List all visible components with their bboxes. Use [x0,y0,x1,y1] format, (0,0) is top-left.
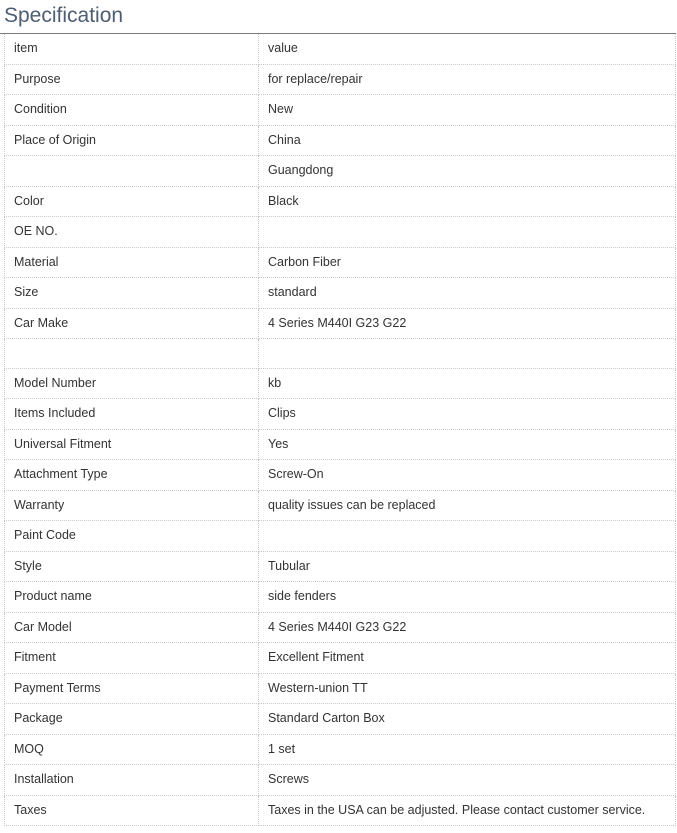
table-row [5,460,676,491]
table-row [5,368,676,399]
spec-key-cell: Model Number [5,368,259,399]
spec-key-cell: Payment Terms [5,673,259,704]
spec-key-cell: Purpose [5,64,259,95]
table-row [5,308,676,339]
spec-key-cell: Color [5,186,259,217]
spec-value-cell: 4 Series M440I G23 G22 [259,612,676,643]
spec-key-cell: Condition [5,95,259,126]
spec-key-cell: Attachment Type [5,460,259,491]
spec-value-cell: Excellent Fitment [259,643,676,674]
table-row [5,765,676,796]
table-row [5,704,676,735]
spec-key-cell: MOQ [5,734,259,765]
spec-value-cell: quality issues can be replaced [259,490,676,521]
table-row [5,156,676,187]
spec-value-cell [259,217,676,248]
table-row [5,399,676,430]
table-row [5,217,676,248]
spec-value-cell: Taxes in the USA can be adjusted. Please contact customer service. [259,795,676,826]
spec-value-cell: value [259,34,676,64]
table-row [5,34,676,64]
table-row [5,429,676,460]
spec-key-cell: Material [5,247,259,278]
spec-value-cell [259,339,676,369]
spec-key-cell: Taxes [5,795,259,826]
spec-key-cell [5,156,259,187]
spec-key-cell: OE NO. [5,217,259,248]
table-row [5,612,676,643]
specification-table-body [5,34,676,826]
spec-value-cell: Black [259,186,676,217]
table-row [5,643,676,674]
table-row [5,247,676,278]
spec-value-cell: Guangdong [259,156,676,187]
spec-key-cell: Paint Code [5,521,259,552]
spec-value-cell: Screws [259,765,676,796]
spec-value-cell: New [259,95,676,126]
spec-value-cell: Standard Carton Box [259,704,676,735]
spec-value-cell: Carbon Fiber [259,247,676,278]
spec-value-cell: Western-union TT [259,673,676,704]
spec-value-cell [259,521,676,552]
spec-key-cell: Car Model [5,612,259,643]
spec-value-cell: standard [259,278,676,309]
table-row [5,339,676,369]
spec-key-cell: Package [5,704,259,735]
table-row [5,278,676,309]
spec-key-cell: Universal Fitment [5,429,259,460]
spec-key-cell: Style [5,551,259,582]
spec-key-cell: item [5,34,259,64]
spec-value-cell: China [259,125,676,156]
table-row [5,795,676,826]
spec-key-cell: Car Make [5,308,259,339]
spec-value-cell: Screw-On [259,460,676,491]
specification-table [4,34,676,826]
table-row [5,490,676,521]
spec-value-cell: side fenders [259,582,676,613]
page-title: Specification [0,0,676,34]
spec-key-cell: Product name [5,582,259,613]
table-row [5,521,676,552]
table-row [5,734,676,765]
spec-key-cell: Place of Origin [5,125,259,156]
table-row [5,551,676,582]
table-row [5,95,676,126]
spec-key-cell: Size [5,278,259,309]
table-row [5,64,676,95]
spec-value-cell: Yes [259,429,676,460]
spec-value-cell: 1 set [259,734,676,765]
table-row [5,186,676,217]
table-row [5,582,676,613]
spec-key-cell: Installation [5,765,259,796]
spec-key-cell: Warranty [5,490,259,521]
spec-value-cell: Tubular [259,551,676,582]
table-row [5,125,676,156]
spec-key-cell: Fitment [5,643,259,674]
spec-key-cell: Items Included [5,399,259,430]
spec-key-cell [5,339,259,369]
spec-value-cell: Clips [259,399,676,430]
spec-value-cell: for replace/repair [259,64,676,95]
spec-value-cell: kb [259,368,676,399]
table-row [5,673,676,704]
spec-value-cell: 4 Series M440I G23 G22 [259,308,676,339]
